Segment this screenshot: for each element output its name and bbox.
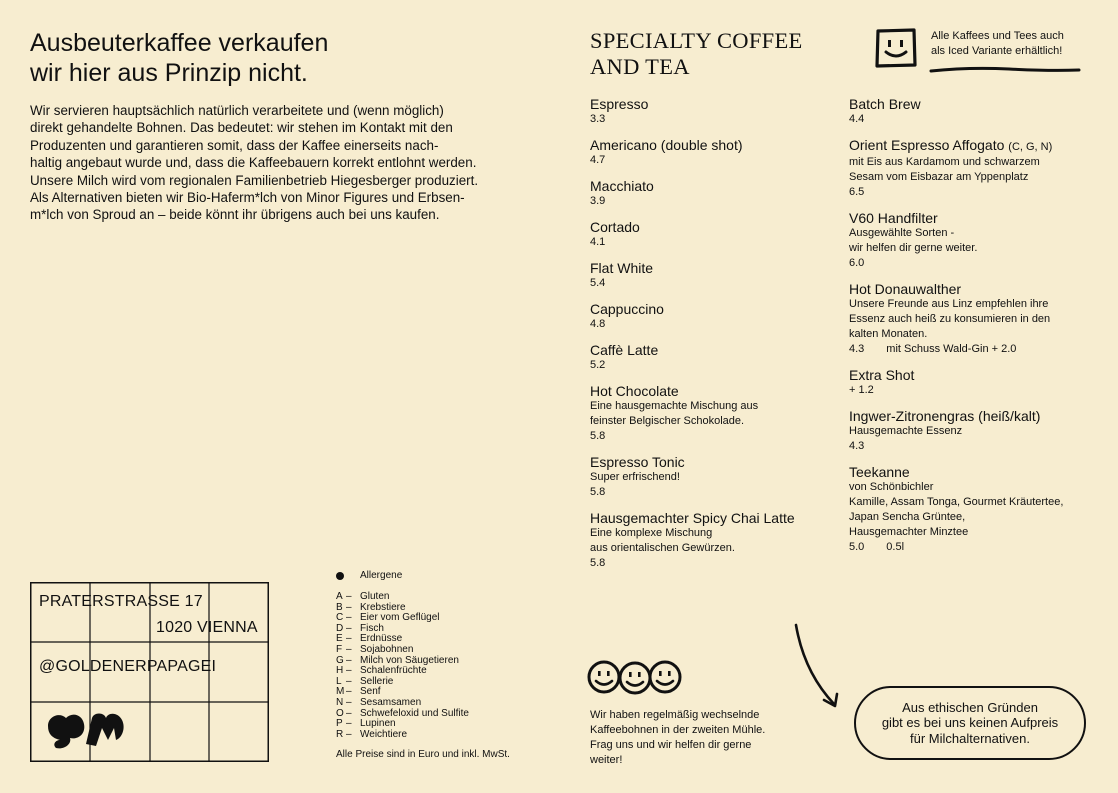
- allergen-code: H: [336, 665, 344, 677]
- allergen-dash: –: [346, 675, 352, 687]
- allergen-list: [336, 592, 556, 740]
- menu-item-title: Hot Chocolate: [590, 383, 679, 399]
- menu-item: [849, 210, 1079, 271]
- headline-line: wir hier aus Prinzip nicht.: [30, 59, 308, 87]
- ethics-note-line: für Milchalternativen.: [910, 730, 1030, 746]
- allergen-name: Sojabohnen: [360, 643, 414, 655]
- allergen-name: Weichtiere: [360, 728, 408, 740]
- menu-item-price: 4.4: [849, 113, 865, 125]
- menu-item-description: Hausgemachte Essenz: [849, 425, 963, 437]
- intro-line: Wir servieren hauptsächlich natürlich verarbeitete und (wenn möglich): [30, 103, 444, 118]
- allergen-name: Krebstiere: [360, 601, 406, 613]
- menu-item-title: Teekanne: [849, 464, 910, 480]
- headline-line: Ausbeuterkaffee verkaufen: [30, 29, 329, 57]
- allergen-code: D: [336, 622, 344, 634]
- allergen-dash: –: [346, 718, 352, 730]
- allergen-name: Milch von Säugetieren: [360, 654, 459, 666]
- menu-item-name: [849, 281, 1079, 297]
- menu-item-title: V60 Handfilter: [849, 210, 938, 226]
- menu-item-title: Espresso: [590, 96, 649, 112]
- allergen-code: B: [336, 601, 343, 613]
- menu-item-description: Unsere Freunde aus Linz empfehlen ihre: [849, 298, 1049, 310]
- gp-logo-icon: [44, 706, 128, 752]
- menu-item-title: Hausgemachter Spicy Chai Latte: [590, 510, 795, 526]
- menu-item-price: 3.9: [590, 195, 606, 207]
- menu-item-title: Macchiato: [590, 178, 654, 194]
- address-grid: [30, 582, 269, 762]
- allergen-dash: –: [346, 654, 352, 666]
- menu-item-name: [849, 408, 1079, 424]
- menu-item-name: [849, 464, 1079, 480]
- menu-item-description: feinster Belgischer Schokolade.: [590, 415, 745, 427]
- allergen-name: Fisch: [360, 622, 384, 634]
- menu-item-name: [590, 137, 830, 153]
- smiley-square-icon: [874, 27, 918, 74]
- menu-item-title: Hot Donauwalther: [849, 281, 962, 297]
- allergen-name: Sellerie: [360, 675, 394, 687]
- menu-item-price-row: [849, 383, 1079, 398]
- allergen-dash: –: [346, 728, 352, 740]
- ethics-note: [854, 686, 1086, 760]
- menu-item-price: 5.0: [849, 541, 865, 553]
- menu-item: [849, 367, 1079, 398]
- menu-item-title: Extra Shot: [849, 367, 915, 383]
- menu-item-allergens: (C, G, N): [1008, 141, 1053, 153]
- menu-column-brew-tea: [849, 96, 1079, 565]
- allergen-name: Erdnüsse: [360, 633, 403, 645]
- menu-item-price-row: [590, 358, 830, 373]
- menu-item-price-row: [849, 439, 1079, 454]
- menu-item: [849, 281, 1079, 357]
- menu-column-coffee: [590, 96, 830, 581]
- intro-line: Produzenten und garantieren somit, dass der Kaffee einerseits nach-: [30, 137, 439, 153]
- menu-item-title: Orient Espresso Affogato: [849, 137, 1005, 153]
- menu-item-description: kalten Monaten.: [849, 328, 928, 340]
- allergen-dash: –: [346, 591, 352, 602]
- allergen-dash: –: [346, 686, 352, 698]
- menu-title-line: AND TEA: [590, 54, 690, 79]
- menu-item-title: Flat White: [590, 260, 654, 276]
- menu-item: [590, 383, 830, 444]
- beans-note: [590, 708, 810, 768]
- menu-item-description: Super erfrischend!: [590, 471, 680, 483]
- menu-item-description: Sesam vom Eisbazar am Yppenplatz: [849, 171, 1029, 183]
- curved-arrow-icon: [790, 622, 846, 717]
- menu-item-price: 6.5: [849, 186, 865, 198]
- menu-item: [590, 510, 830, 571]
- allergen-heading: Allergene: [336, 570, 556, 581]
- menu-item: [590, 178, 830, 209]
- menu-item: [590, 219, 830, 250]
- menu-item-name: [590, 178, 830, 194]
- allergen-code: A: [336, 591, 343, 602]
- menu-item-description: wir helfen dir gerne weiter.: [849, 242, 978, 254]
- menu-item-extra: mit Schuss Wald-Gin + 2.0: [886, 343, 1017, 355]
- menu-item-description: Essenz auch heiß zu konsumieren in den: [849, 313, 1051, 325]
- menu-item-price: 4.7: [590, 154, 606, 166]
- intro-line: direkt gehandelte Bohnen. Das bedeutet: wir stehen im Kontakt mit den: [30, 120, 453, 136]
- menu-item-price: 4.8: [590, 318, 606, 330]
- menu-item-price-row: [849, 540, 1079, 555]
- allergen-name: Eier vom Geflügel: [360, 612, 440, 624]
- menu-item-price: 6.0: [849, 257, 865, 269]
- menu-item: [590, 137, 830, 168]
- menu-item-price-row: [590, 556, 830, 571]
- menu-item-price: 4.1: [590, 236, 606, 248]
- menu-item-price-row: [849, 256, 1079, 271]
- menu-item: [849, 464, 1079, 555]
- menu-item-name: [590, 260, 830, 276]
- underline-stroke: [929, 62, 1081, 80]
- menu-item-name: [590, 383, 830, 399]
- allergen-code: N: [336, 696, 344, 708]
- menu-item-title: Americano (double shot): [590, 137, 743, 153]
- allergen-name: Lupinen: [360, 718, 396, 730]
- menu-item: [590, 260, 830, 291]
- intro-text: [30, 102, 550, 224]
- menu-item-description: von Schönbichler: [849, 481, 934, 493]
- allergen-code: P: [336, 718, 343, 730]
- headline: [30, 28, 550, 88]
- beans-note-line: Wir haben regelmäßig wechselnde: [590, 709, 760, 721]
- ethics-note-line: gibt es bei uns keinen Aufpreis: [881, 715, 1059, 731]
- bullet-icon: [336, 572, 344, 580]
- menu-item-name: [590, 454, 830, 470]
- instagram-handle[interactable]: @GOLDENERPAPAGEI: [39, 658, 217, 675]
- intro-line: Als Alternativen bieten wir Bio-Haferm*lch von Minor Figures und Erbsen-: [30, 190, 465, 206]
- menu-item: [590, 454, 830, 500]
- menu-item-price-row: [849, 342, 1079, 357]
- menu-item-name: [849, 96, 1079, 112]
- menu-item-price-row: [590, 429, 830, 444]
- menu-item-name: [590, 342, 830, 358]
- menu-item-price-row: [590, 194, 830, 209]
- allergen-dash: –: [346, 707, 352, 719]
- allergen-code: F: [336, 643, 343, 655]
- menu-item-price-row: [590, 112, 830, 127]
- menu-item-name: [590, 510, 830, 526]
- menu-item-description: Hausgemachter Minztee: [849, 526, 969, 538]
- iced-note: [931, 29, 1064, 58]
- menu-item-name: [849, 210, 1079, 226]
- allergen-name: Schalenfrüchte: [360, 665, 427, 677]
- menu-item-description: Ausgewählte Sorten -: [849, 227, 955, 239]
- menu-item-price-row: [590, 235, 830, 250]
- iced-note-line: als Iced Variante erhältlich!: [931, 44, 1063, 57]
- menu-item-description: Japan Sencha Grüntee,: [849, 511, 966, 523]
- menu-item-title: Cortado: [590, 219, 640, 235]
- menu-item-name: [590, 96, 830, 112]
- price-note: Alle Preise sind in Euro und inkl. MwSt.: [336, 749, 510, 761]
- menu-item-title: Cappuccino: [590, 301, 664, 317]
- intro-line: Unsere Milch wird vom regionalen Familienbetrieb Hiegesberger produziert.: [30, 172, 479, 188]
- menu-item: [590, 96, 830, 127]
- menu-item-description: Eine hausgemachte Mischung aus: [590, 400, 759, 412]
- menu-item-price: 5.2: [590, 359, 606, 371]
- menu-item-title: Ingwer-Zitronengras (heiß/kalt): [849, 408, 1041, 424]
- menu-item-price-row: [590, 276, 830, 291]
- menu-item-title: Caffè Latte: [590, 342, 659, 358]
- menu-item-name: [849, 137, 1079, 155]
- menu-item-title: Espresso Tonic: [590, 454, 685, 470]
- allergen-code: C: [336, 612, 344, 624]
- allergen-name: Gluten: [360, 591, 390, 602]
- allergen-name: Senf: [360, 686, 381, 698]
- menu-item-price: 5.8: [590, 486, 606, 498]
- menu-item-description: Eine komplexe Mischung: [590, 527, 713, 539]
- intro-line: m*lch von Sproud an – beide könnt ihr übrigens auch bei uns kaufen.: [30, 207, 440, 223]
- menu-item-price: 5.8: [590, 430, 606, 442]
- allergen-name: Schwefeloxid und Sulfite: [360, 707, 469, 719]
- menu-item-price: 3.3: [590, 113, 606, 125]
- menu-item-price-row: [849, 185, 1079, 200]
- menu-item: [849, 96, 1079, 127]
- allergen-code: R: [336, 728, 344, 740]
- allergen-dash: –: [346, 696, 352, 708]
- menu-title-line: SPECIALTY COFFEE: [590, 28, 803, 53]
- menu-item-price-row: [849, 112, 1079, 127]
- menu-item-price: 4.3: [849, 343, 865, 355]
- allergen-dash: –: [346, 633, 352, 645]
- menu-item: [590, 342, 830, 373]
- allergen-code: E: [336, 633, 343, 645]
- menu-item-name: [590, 219, 830, 235]
- allergen-dash: –: [346, 643, 352, 655]
- allergen-code: O: [336, 707, 344, 719]
- menu-item-description: Kamille, Assam Tonga, Gourmet Kräutertee,: [849, 496, 1064, 508]
- allergen-dash: –: [346, 622, 352, 634]
- beans-note-line: weiter!: [590, 754, 623, 766]
- three-smileys-icon: [586, 658, 684, 703]
- menu-item-price-row: [590, 317, 830, 332]
- beans-note-line: Kaffeebohnen in der zweiten Mühle.: [590, 724, 766, 736]
- menu-title: [590, 28, 803, 80]
- menu-item-description: aus orientalischen Gewürzen.: [590, 542, 735, 554]
- allergen-legend: [336, 570, 556, 760]
- menu-item-name: [849, 367, 1079, 383]
- menu-item-description: mit Eis aus Kardamom und schwarzem: [849, 156, 1040, 168]
- allergen-item: [336, 730, 556, 741]
- menu-item-extra: 0.5l: [886, 541, 905, 553]
- menu-item: [849, 137, 1079, 200]
- menu-item-name: [590, 301, 830, 317]
- menu-item: [849, 408, 1079, 454]
- allergen-code: L: [336, 675, 342, 687]
- menu-item-price-row: [590, 153, 830, 168]
- iced-note-line: Alle Kaffees und Tees auch: [931, 30, 1064, 42]
- allergen-dash: –: [346, 601, 352, 613]
- allergen-dash: –: [346, 665, 352, 677]
- allergen-code: M: [336, 686, 345, 698]
- menu-item-price: 4.3: [849, 440, 865, 452]
- address-city: 1020 VIENNA: [156, 619, 258, 636]
- menu-item-price: 5.8: [590, 557, 606, 569]
- allergen-name: Sesamsamen: [360, 696, 422, 708]
- beans-note-line: Frag uns und wir helfen dir gerne: [590, 739, 752, 751]
- menu-item-price: + 1.2: [849, 384, 874, 396]
- address-street: PRATERSTRASSE 17: [39, 593, 203, 610]
- menu-item-price-row: [590, 485, 830, 500]
- allergen-dash: –: [346, 612, 352, 624]
- menu-item-title: Batch Brew: [849, 96, 921, 112]
- ethics-note-line: Aus ethischen Gründen: [902, 699, 1038, 715]
- allergen-code: G: [336, 654, 344, 666]
- intro-line: haltig angebaut wurde und, dass die Kaffeebauern korrekt entlohnt werden.: [30, 155, 477, 171]
- menu-item-price: 5.4: [590, 277, 606, 289]
- menu-item: [590, 301, 830, 332]
